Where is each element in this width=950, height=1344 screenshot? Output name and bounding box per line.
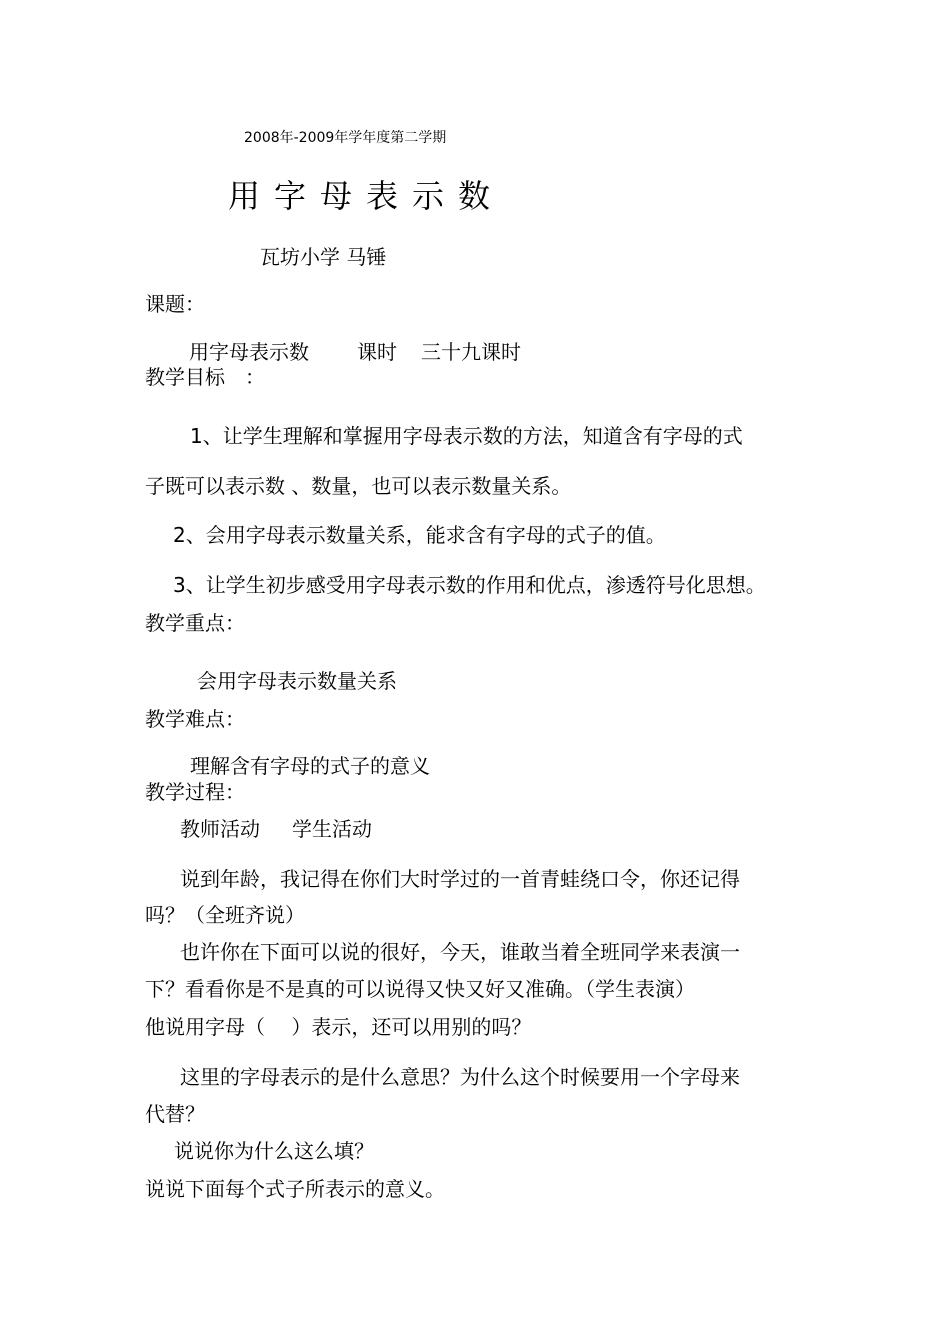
paragraph-4-line-1: 这里的字母表示的是什么意思？为什么这个时候要用一个字母来 [180, 1065, 740, 1089]
paragraph-2-line-1: 也许你在下面可以说的很好，今天，谁敢当着全班同学来表演一 [180, 940, 740, 964]
student-activity-heading: 学生活动 [292, 817, 372, 841]
objective-2: 2、会用字母表示数量关系，能求含有字母的式子的值。 [173, 523, 666, 547]
topic-label: 课题： [145, 292, 205, 316]
activity-columns [180, 816, 372, 842]
paragraph-1-line-2: 吗？（全班齐说） [145, 903, 305, 927]
paragraph-6: 说说下面每个式子所表示的意义。 [145, 1177, 445, 1201]
paragraph-3: 他说用字母（ ）表示，还可以用别的吗？ [145, 1015, 532, 1039]
objective-1-line-1: 1、让学生理解和掌握用字母表示数的方法，知道含有字母的式 [190, 424, 743, 448]
objective-1-line-2: 子既可以表示数 、数量，也可以表示数量关系。 [145, 474, 572, 498]
period-text: 三十九课时 [421, 340, 521, 364]
difficulty-label: 教学难点： [145, 707, 245, 731]
page-title: 用字母表示数 [228, 177, 505, 215]
author-line: 瓦坊小学 马锤 [260, 245, 387, 269]
term-line: 2008年-2009年学年度第二学期 [244, 130, 447, 146]
process-label: 教学过程： [145, 780, 245, 804]
key-point-label: 教学重点： [145, 611, 245, 635]
paragraph-2-line-2: 下？看看你是不是真的可以说得又快又好又准确。（学生表演） [145, 977, 695, 1001]
key-point-text: 会用字母表示数量关系 [197, 669, 397, 693]
objectives-label: 教学目标 ： [145, 365, 265, 389]
period-label: 课时 [357, 340, 397, 364]
teacher-activity-heading: 教师活动 [180, 817, 260, 841]
objective-3: 3、让学生初步感受用字母表示数的作用和优点，渗透符号化思想。 [173, 573, 766, 597]
topic-text: 用字母表示数 [189, 340, 309, 364]
difficulty-text: 理解含有字母的式子的意义 [190, 754, 430, 778]
topic-line [189, 339, 521, 365]
paragraph-5: 说说你为什么这么填？ [174, 1139, 374, 1163]
paragraph-4-line-2: 代替？ [145, 1102, 205, 1126]
paragraph-1-line-1: 说到年龄，我记得在你们大时学过的一首青蛙绕口令，你还记得 [180, 867, 740, 891]
